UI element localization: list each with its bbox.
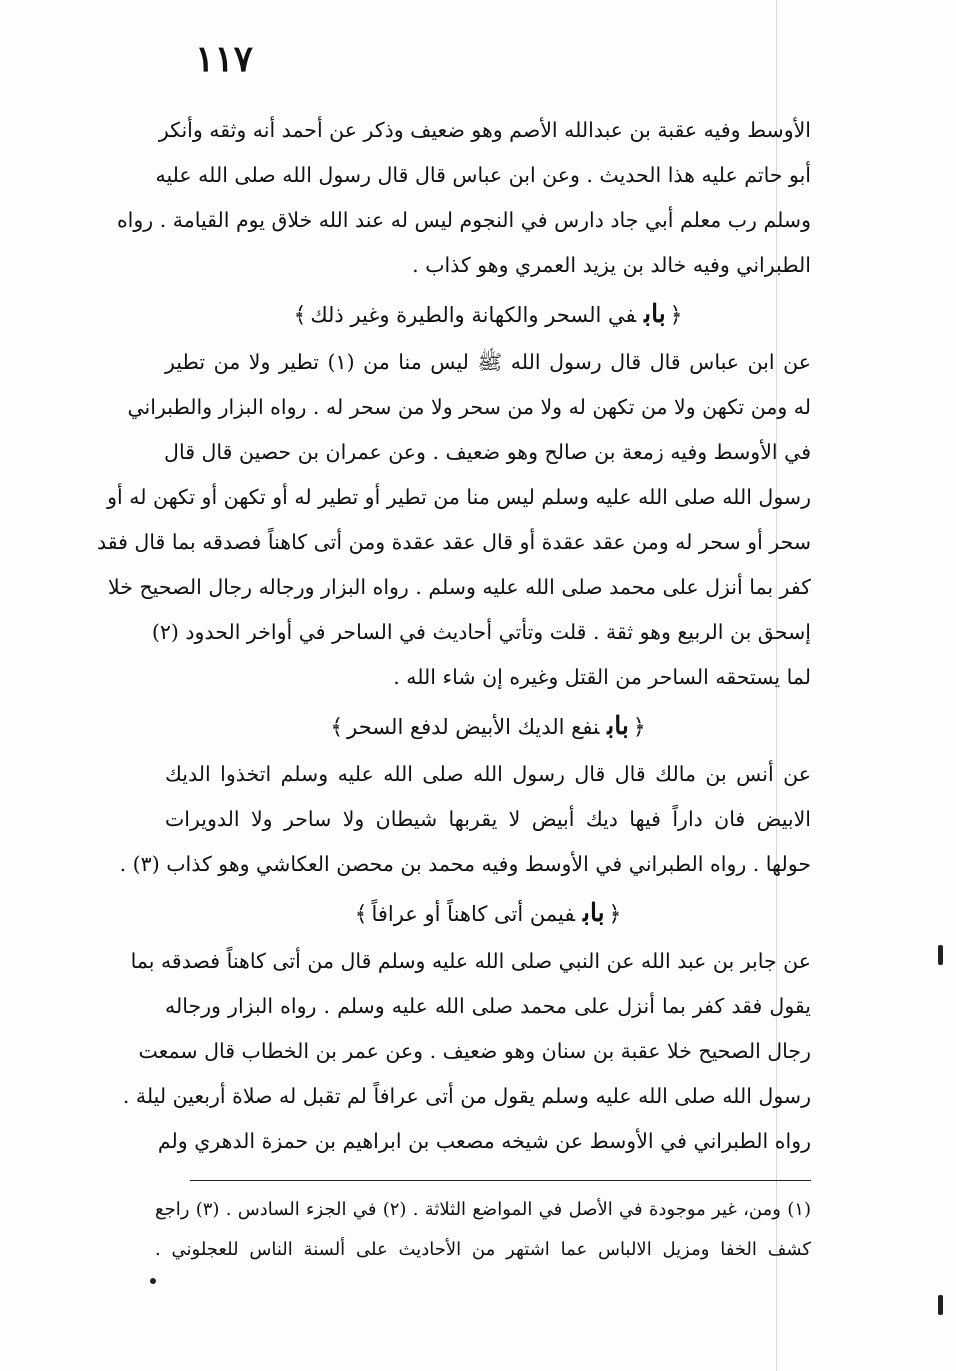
main-text <box>96 108 811 1164</box>
text-line: عن جابر بن عبد الله عن النبي صلى الله عليه وسلم قال من أتى كاهناً فصدقه بما <box>130 949 811 973</box>
footnote-rule <box>190 1180 811 1181</box>
heading-bracket-close: ﴾ <box>354 902 368 927</box>
heading-bab-label: باب <box>607 711 629 740</box>
text-line: حولها . رواه الطبراني في الأوسط وفيه محمد بن محصن العكاشي وهو كذاب (٣) . <box>119 852 811 876</box>
text-line: عن أنس بن مالك قال قال رسول الله صلى الله عليه وسلم اتخذوا الديك <box>165 762 811 786</box>
text-line: إسحق بن الربيع وهو ثقة . قلت وتأتي أحاديث في الساحر في أواخر الحدود (٢) <box>151 620 811 644</box>
text-line: الطبراني وفيه خالد بن يزيد العمري وهو كذاب . <box>412 253 811 277</box>
heading-title: فيمن أتى كاهناً أو عرافاً <box>371 902 575 926</box>
text-line: الأوسط وفيه عقبة بن عبدالله الأصم وهو ضعيف وذكر عن أحمد أنه وثقه وأنكر <box>158 118 811 142</box>
heading-bracket-close: ﴾ <box>293 303 307 328</box>
footnote-line: كشف الخفا ومزيل الالباس عما اشتهر من الأحاديث على ألسنة الناس للعجلوني . <box>155 1239 811 1260</box>
text-line: رجال الصحيح خلا عقبة بن سنان وهو ضعيف . وعن عمر بن الخطاب قال سمعت <box>138 1039 811 1063</box>
text-line: كفر بما أنزل على محمد صلى الله عليه وسلم . رواه البزار ورجاله رجال الصحيح خلا <box>108 575 811 599</box>
section-heading <box>165 887 811 939</box>
text-line: لما يستحقه الساحر من القتل وغيره إن شاء الله . <box>393 665 811 689</box>
footnote-line: (١) ومن، غير موجودة في الأصل في المواضع الثلاثة . (٢) في الجزء السادس . (٣) راجع <box>155 1199 811 1220</box>
heading-title: نفع الديك الأبيض لدفع السحر <box>347 715 600 739</box>
text-line: يقول فقد كفر بما أنزل على محمد صلى الله عليه وسلم . رواه البزار ورجاله <box>165 994 811 1018</box>
section-heading <box>165 288 811 340</box>
heading-bab-label: باب <box>583 898 605 927</box>
edge-mark <box>938 945 943 965</box>
text-line: سحر أو سحر له ومن عقد عقدة أو قال عقد عقدة ومن أتى كاهناً فصدقه بما قال فقد <box>96 530 811 554</box>
text-line: رسول الله صلى الله عليه وسلم ليس منا من تطير أو تطير له أو تكهن أو تكهن له أو <box>107 485 811 509</box>
heading-bracket-open: ﴿ <box>632 715 646 740</box>
heading-title: في السحر والكهانة والطيرة وغير ذلك <box>310 303 637 327</box>
ink-dot <box>150 1278 156 1284</box>
text-line: وسلم رب معلم أبي جاد دارس في النجوم ليس له عند الله خلاق يوم القيامة . رواه <box>116 208 811 232</box>
text-line: في الأوسط وفيه زمعة بن صالح وهو ضعيف . وعن عمران بن حصين قال قال <box>164 440 811 464</box>
heading-bracket-open: ﴿ <box>669 303 683 328</box>
heading-bab-label: باب <box>644 299 666 328</box>
text-line: رواه الطبراني في الأوسط عن شيخه مصعب بن ابراهيم بن حمزة الدهري ولم <box>157 1129 811 1153</box>
heading-bracket-close: ﴾ <box>330 715 344 740</box>
page-number: ١١٧ <box>195 38 254 80</box>
text-line: الابيض فان داراً فيها ديك أبيض لا يقربها شيطان ولا ساحر ولا الدويرات <box>165 807 811 831</box>
edge-mark <box>938 1295 943 1315</box>
heading-bracket-open: ﴿ <box>608 902 622 927</box>
section-heading <box>165 700 811 752</box>
footnotes <box>155 1190 811 1270</box>
text-line: عن ابن عباس قال قال رسول الله ﷺ ليس منا من (١) تطير ولا من تطير <box>165 350 811 374</box>
text-line: أبو حاتم عليه هذا الحديث . وعن ابن عباس قال قال رسول الله صلى الله عليه <box>155 163 811 187</box>
text-line: له ومن تكهن ولا من تكهن له ولا من سحر ولا من سحر له . رواه البزار والطبراني <box>127 395 811 419</box>
text-line: رسول الله صلى الله عليه وسلم يقول من أتى عرافاً لم تقبل له صلاة أربعين ليلة . <box>122 1084 811 1108</box>
